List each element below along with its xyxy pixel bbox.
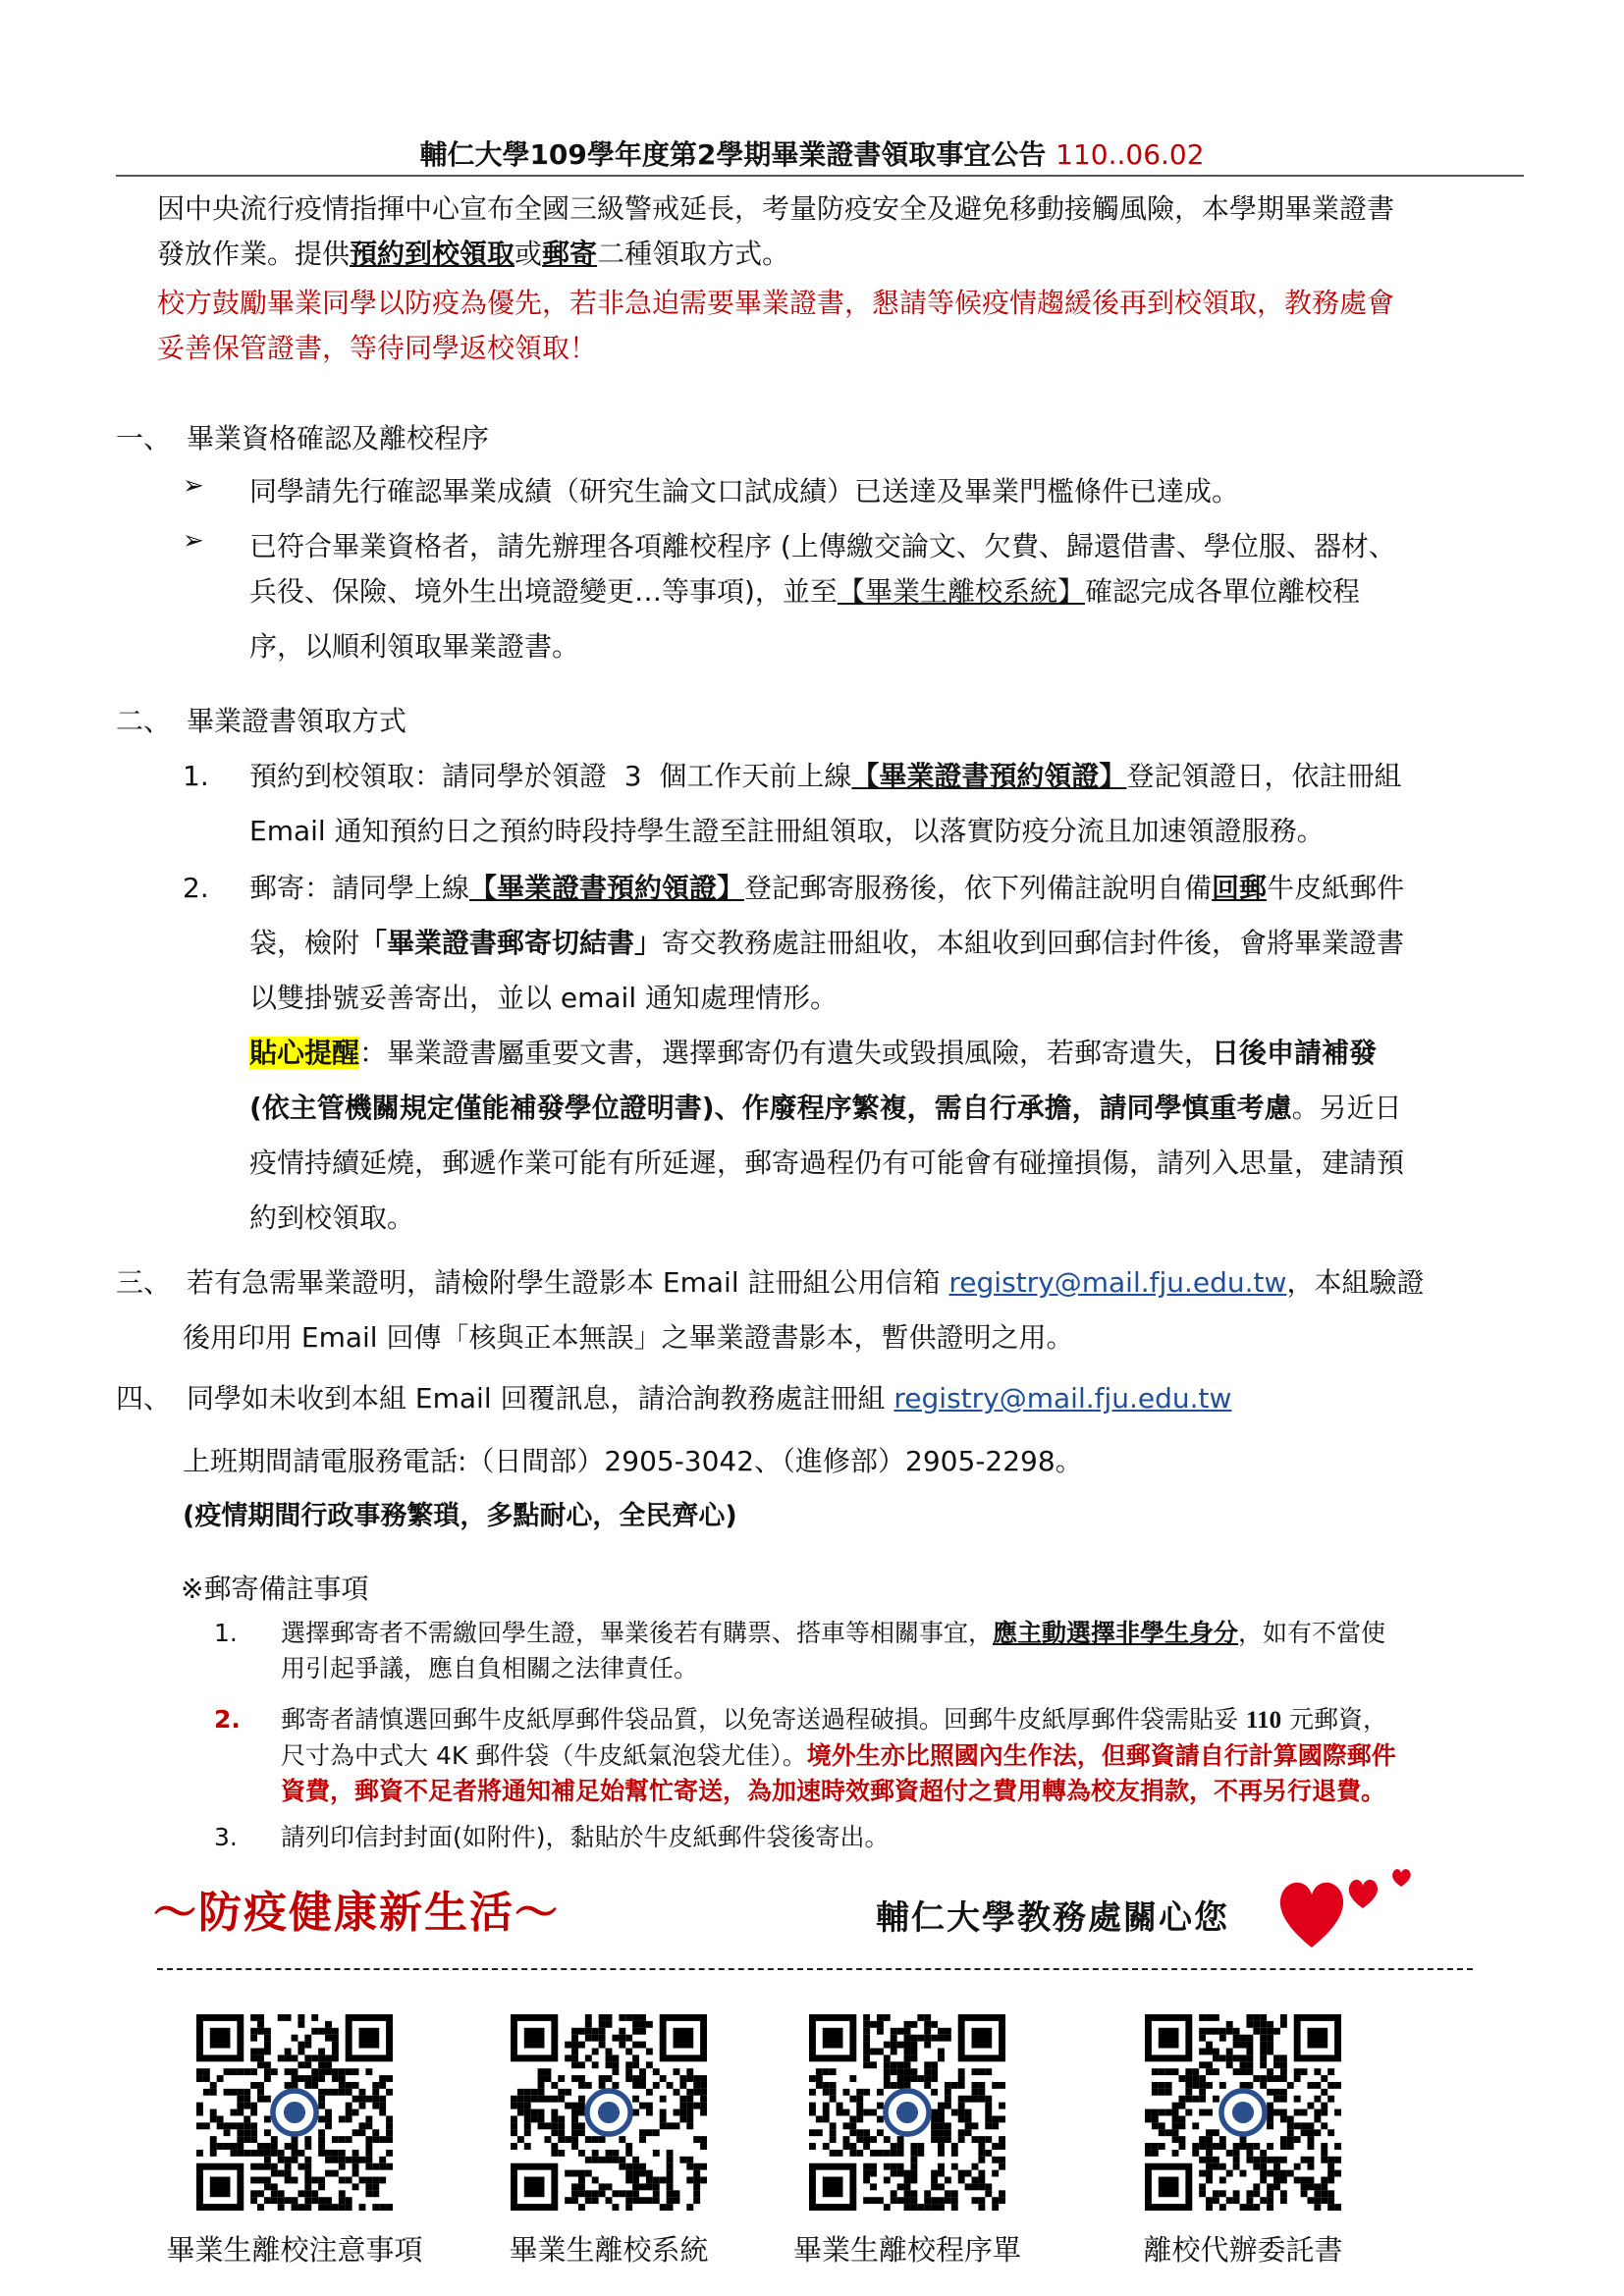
intro-option-pickup: 預約到校領取 [350,238,515,270]
section3 [116,1260,1530,1361]
reminder-text: ：畢業證書屬重要文書，選擇郵寄仍有遺失或毀損風險，若郵寄遺失， [359,1037,1213,1069]
section2-item-2 [249,866,1545,1021]
section3-text: 若有急需畢業證明，請檢附學生證影本 Email 註冊組公用信箱 [187,1266,949,1299]
reminder-line-2 [249,1086,1545,1131]
intro-line-2 [157,232,1532,277]
note-2 [281,1702,1538,1809]
intro-red-line-2: 妥善保管證書，等待同學返校領取！ [157,332,598,364]
qr-code-icon[interactable] [1145,2014,1341,2211]
item1-text: 預約到校領取：請同學於領證 3 個工作天前上線 [249,760,852,792]
qr-code-icon[interactable] [809,2014,1005,2211]
item2-text: 袋，檢附 [249,927,360,959]
intro-option-mail: 郵寄 [542,238,598,270]
section3-line-2: 後用印用 Email 回傳「核與正本無誤」之畢業證書影本，暫供證明之用。 [183,1321,1074,1354]
item1-number: 1. [183,760,209,792]
note2-text: 元郵資， [1281,1705,1388,1734]
reminder-bold: (依主管機關規定僅能補發學位證明書)、作廢程序繁複，需自行承擔，請同學慎重考慮 [249,1092,1292,1124]
intro-text: 發放作業。提供 [157,238,351,270]
title-divider [116,175,1524,177]
qr-label-leaving-form: 畢業生離校程序單 [792,2233,1021,2267]
footer-slogan: ～防疫健康新生活～ [153,1888,560,1938]
registry-email-link[interactable]: registry@mail.fju.edu.tw [948,1266,1287,1299]
section2-title: 畢業證書領取方式 [187,705,407,737]
reminder-label: 貼心提醒 [249,1037,360,1069]
reminder-line-3: 疫情持續延燒，郵遞作業可能有所延遲，郵寄過程仍有可能會有碰撞損傷，請列入思量，建請預 [249,1147,1405,1179]
section4-number: 四、 [116,1382,172,1415]
item2-number: 2. [183,872,209,904]
item1-line-2: Email 通知預約日之預約時段持學生證至註冊組領取，以落實防疫分流且加速領證服務。 [249,815,1325,847]
qr-label-leaving-system: 畢業生離校系統 [509,2233,709,2267]
service-phone-line: 上班期間請電服務電話:（日間部）2905-3042、（進修部）2905-2298。 [183,1445,1083,1477]
item2-text: 登記郵寄服務後，依下列備註說明自備 [744,872,1213,904]
title-text: 輔仁大學109學年度第2學期畢業證書領取事宜公告 [419,138,1047,171]
section1-heading [116,416,489,461]
item2-line-1 [249,866,1545,911]
item2-text: 牛皮紙郵件 [1267,872,1405,904]
qr-code-icon[interactable] [196,2014,393,2211]
section1-number: 一、 [116,422,172,454]
note1-line-1 [281,1616,1528,1651]
reminder-line-4: 約到校領取。 [249,1201,415,1234]
section4 [116,1376,1530,1539]
registry-email-link[interactable]: registry@mail.fju.edu.tw [893,1382,1232,1415]
qr-label-leaving-notes: 畢業生離校注意事項 [166,2233,423,2267]
affidavit-emphasis: 「畢業證書郵寄切結書」 [359,927,663,959]
section3-line-1 [116,1260,1530,1306]
hearts-icon [1272,1857,1430,1955]
note-1 [281,1616,1528,1686]
bullet2-line-2 [249,569,1545,614]
section2-item-1 [249,754,1545,854]
section4-slogan: (疫情期間行政事務繁瑣，多點耐心，全民齊心) [183,1501,737,1531]
note2-text: 尺寸為中式大 4K 郵件袋（牛皮紙氣泡袋尤佳）。 [281,1741,807,1770]
certificate-booking-link[interactable]: 【畢業證書預約領證】 [851,760,1127,792]
section1-title: 畢業資格確認及離校程序 [187,422,490,454]
footer-care-message: 輔仁大學教務處關心您 [876,1898,1229,1938]
section4-line-1 [116,1376,1530,1421]
note1-line-2: 用引起爭議，應自負相關之法律責任。 [281,1654,699,1682]
arrow-bullet-icon: ➢ [183,526,204,556]
section1-bullet-1: 同學請先行確認畢業成績（研究生論文口試成績）已送達及畢業門檻條件已達成。 [249,475,1240,507]
footer-divider [157,1968,1473,1970]
qr-label-proxy-authorization: 離校代辦委託書 [1143,2233,1343,2267]
intro-red-line-1: 校方鼓勵畢業同學以防疫為優先，若非急迫需要畢業證書，懇請等候疫情趨緩後再到校領取，教務處會 [157,287,1395,319]
section1-bullet-2 [249,524,1545,669]
item1-text: 登記領證日，依註冊組 [1126,760,1402,792]
certificate-booking-link[interactable]: 【畢業證書預約領證】 [469,872,745,904]
section4-text: 同學如未收到本組 Email 回覆訊息，請洽詢教務處註冊組 [187,1382,894,1415]
note2-line-2 [281,1738,1538,1774]
title-date: 110..06.02 [1056,138,1205,171]
note2-text: 郵寄者請慎選回郵牛皮紙厚郵件袋品質，以免寄送過程破損。回郵牛皮紙厚郵件袋需貼妥 [281,1705,1246,1734]
note2-number: 2. [214,1705,241,1734]
intro-text: 或 [514,238,543,270]
section3-text: ，本組驗證 [1286,1266,1425,1299]
intro-line-1: 因中央流行疫情指揮中心宣布全國三級警戒延長，考量防疫安全及避免移動接觸風險，本學期畢業證書 [157,192,1395,225]
section2-number: 二、 [116,705,172,737]
note3-number: 3. [214,1823,238,1851]
reminder-bold: 日後申請補發 [1212,1037,1378,1069]
note1-number: 1. [214,1619,238,1647]
note2-line-1 [281,1702,1538,1738]
item2-text: 寄交教務處註冊組收，本組收到回郵信封件後，會將畢業證書 [662,927,1405,959]
bullet2-text: 確認完成各單位離校程 [1084,575,1360,608]
intro-paragraph [157,187,1532,371]
reminder-paragraph [249,1031,1545,1241]
qr-code-icon[interactable] [511,2014,707,2211]
note2-line-3: 資費，郵資不足者將通知補足始幫忙寄送，為加速時效郵資超付之費用轉為校友捐款，不再另行退費。 [281,1777,1386,1805]
note1-emphasis: 應主動選擇非學生身分 [993,1619,1239,1647]
item2-line-3: 以雙掛號妥善寄出，並以 email 通知處理情形。 [249,982,839,1014]
page-title [0,133,1624,173]
item2-text: 郵寄：請同學上線 [249,872,470,904]
return-postage-emphasis: 回郵 [1212,872,1268,904]
arrow-bullet-icon: ➢ [183,471,204,501]
note1-text: ，如有不當使 [1238,1619,1386,1647]
intro-text: 二種領取方式。 [597,238,790,270]
graduate-leaving-system-link[interactable]: 【畢業生離校系統】 [837,575,1085,608]
note-3: 請列印信封封面(如附件)，黏貼於牛皮紙郵件袋後寄出。 [281,1823,890,1851]
postage-amount: 110 [1245,1707,1282,1734]
note2-red-text: 境外生亦比照國內生作法，但郵資請自行計算國際郵件 [806,1741,1396,1770]
item1-line-1 [249,754,1545,799]
bullet2-line-1: 已符合畢業資格者，請先辦理各項離校程序 (上傳繳交論文、欠費、歸還借書、學位服、器材、 [249,530,1396,562]
item2-line-2 [249,921,1545,966]
section2-heading [116,699,406,744]
note1-text: 選擇郵寄者不需繳回學生證，畢業後若有購票、搭車等相關事宜， [281,1619,994,1647]
reminder-line-1 [249,1031,1545,1076]
bullet2-line-3: 序，以順利領取畢業證書。 [249,630,580,663]
notes-heading: ※郵寄備註事項 [181,1573,369,1605]
section3-number: 三、 [116,1266,172,1299]
bullet2-text: 兵役、保險、境外生出境證變更…等事項)，並至 [249,575,838,608]
reminder-text: 。另近日 [1291,1092,1402,1124]
